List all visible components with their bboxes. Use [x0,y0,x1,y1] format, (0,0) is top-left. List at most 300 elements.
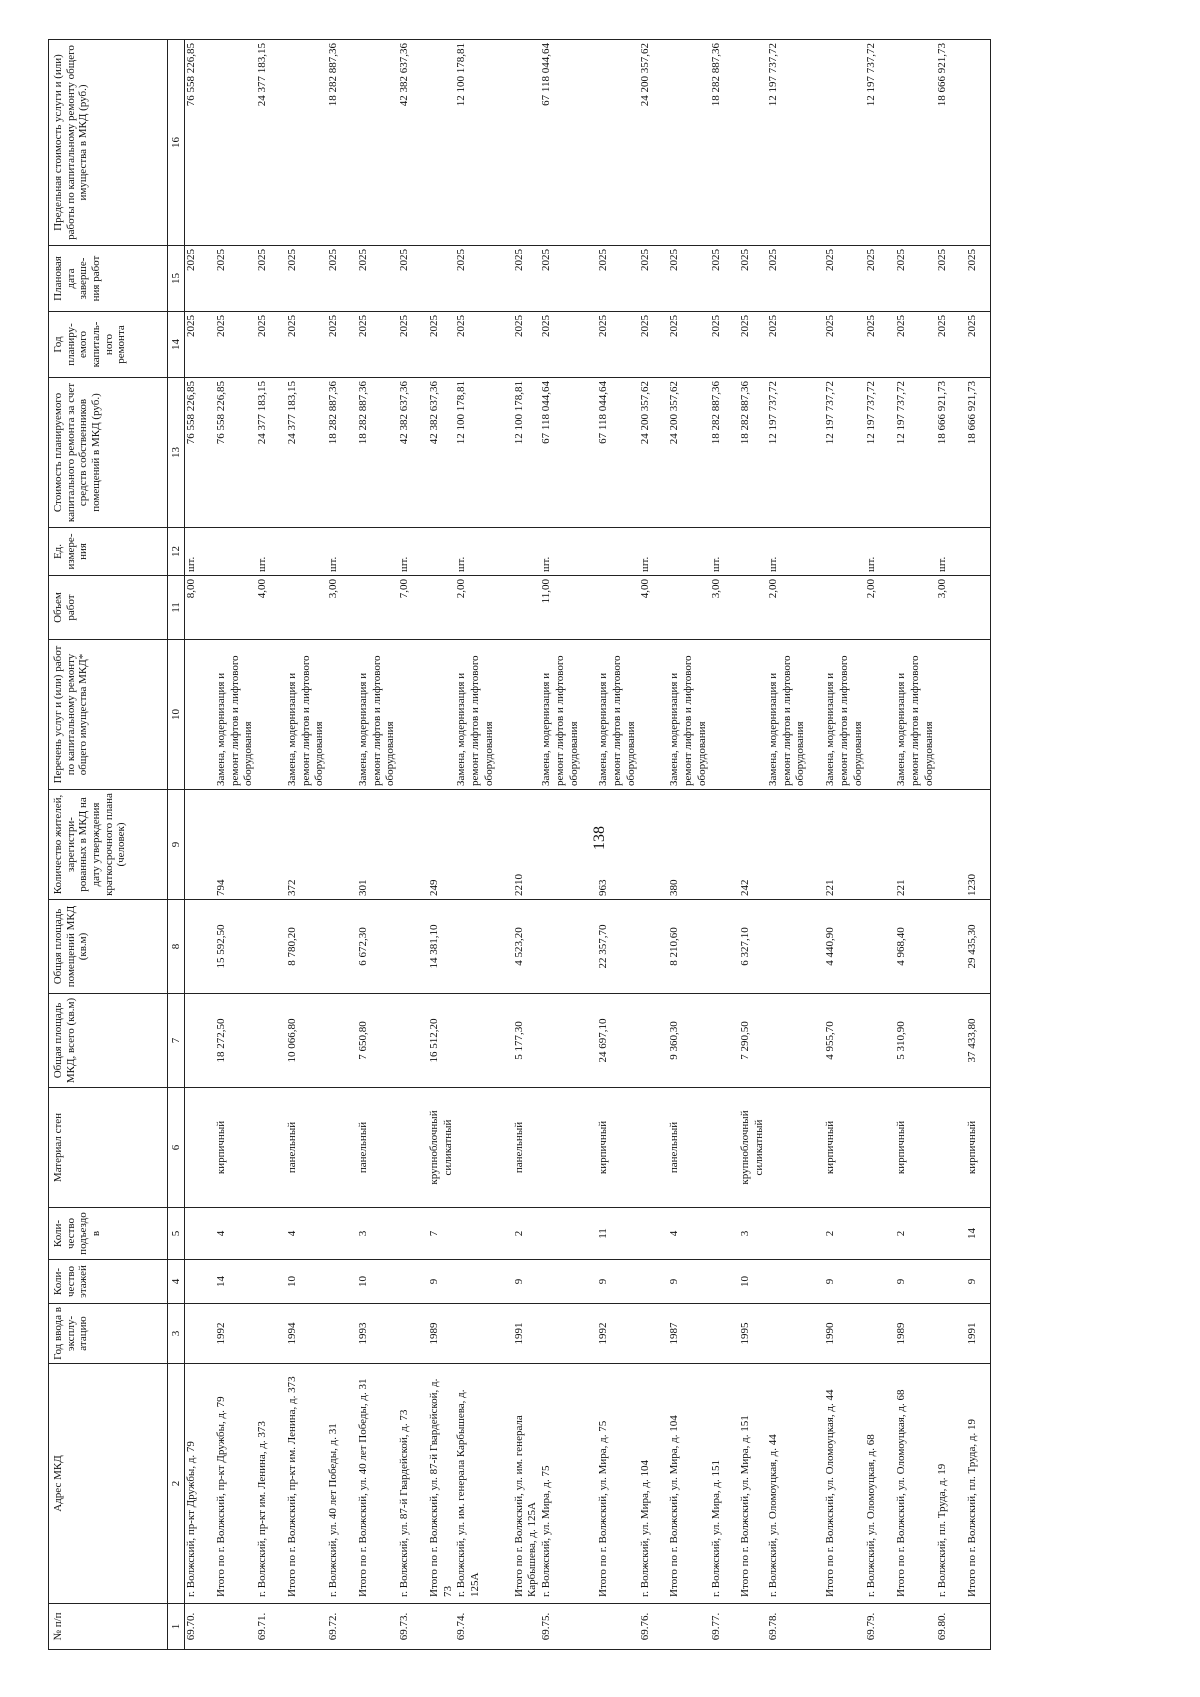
wall-material-cell: панельный [501,1088,541,1208]
year-built-cell: 1995 [727,1304,767,1364]
residents-cell [767,790,812,900]
wall-material-cell: кирпичный [883,1088,936,1208]
planned-year-cell: 2025 [767,312,812,378]
end-date-cell: 2025 [203,246,256,312]
work-list-cell: Замена, модернизация и ремонт лифтов и лифтового оборудования [883,640,936,790]
planned-cost-cell: 67 118 044,64 [585,378,638,528]
header-cell: Год ввода в эксплу- атацию [49,1304,168,1364]
floors-cell [767,1260,812,1304]
end-date-cell: 2025 [585,246,638,312]
unit-cell [585,528,638,576]
residents-cell [185,790,203,900]
row-number-cell: 69.75. [540,1604,585,1650]
entrances-cell: 2 [812,1208,865,1260]
floors-cell: 9 [416,1260,456,1304]
total-area-cell [455,994,500,1088]
rooms-area-cell [327,900,345,994]
residents-cell: 794 [203,790,256,900]
end-date-cell [416,246,456,312]
table-body [185,40,991,1650]
end-date-cell: 2025 [274,246,327,312]
rooms-area-cell [936,900,954,994]
entrances-cell: 14 [954,1208,990,1260]
header-cell: Плановая дата заверше- ния работ [49,246,168,312]
wall-material-cell [865,1088,883,1208]
table-row [398,40,416,1650]
address-cell: г. Волжский, ул. Мира, д. 151 [710,1364,728,1604]
wall-material-cell [455,1088,500,1208]
planned-year-cell: 2025 [185,312,203,378]
end-date-cell: 2025 [185,246,203,312]
planned-cost-cell: 18 666 921,73 [954,378,990,528]
limit-cost-cell [727,40,767,246]
floors-cell [540,1260,585,1304]
unit-cell [203,528,256,576]
planned-year-cell: 2025 [540,312,585,378]
floors-cell: 9 [954,1260,990,1304]
limit-cost-cell [416,40,456,246]
planned-year-cell: 2025 [398,312,416,378]
limit-cost-cell: 18 282 887,36 [327,40,345,246]
end-date-cell: 2025 [883,246,936,312]
table-row [954,40,990,1650]
floors-cell [327,1260,345,1304]
residents-cell: 380 [656,790,709,900]
address-cell: Итого по г. Волжский, ул. Мира, д. 104 [656,1364,709,1604]
total-area-cell: 10 066,80 [274,994,327,1088]
residents-cell [639,790,657,900]
limit-cost-cell: 24 200 357,62 [639,40,657,246]
work-volume-cell: 2,00 [865,576,883,640]
planned-year-cell: 2025 [256,312,274,378]
work-list-cell [327,640,345,790]
unit-cell: шт. [327,528,345,576]
year-built-cell [327,1304,345,1364]
address-cell: г. Волжский, ул. Мира, д. 104 [639,1364,657,1604]
planned-year-cell: 2025 [812,312,865,378]
limit-cost-cell: 12 100 178,81 [455,40,500,246]
entrances-cell: 4 [274,1208,327,1260]
row-number-cell: 69.79. [865,1604,883,1650]
year-built-cell: 1992 [203,1304,256,1364]
work-list-cell [954,640,990,790]
wall-material-cell [710,1088,728,1208]
work-list-cell: Замена, модернизация и ремонт лифтов и лифтового оборудования [656,640,709,790]
year-built-cell [936,1304,954,1364]
planned-year-cell: 2025 [455,312,500,378]
row-number-cell [585,1604,638,1650]
row-number-cell: 69.77. [710,1604,728,1650]
work-volume-cell [727,576,767,640]
residents-cell: 221 [883,790,936,900]
wall-material-cell [398,1088,416,1208]
planned-year-cell: 2025 [416,312,456,378]
floors-cell [455,1260,500,1304]
wall-material-cell: панельный [345,1088,398,1208]
table-row [656,40,709,1650]
column-number: 3 [168,1304,185,1364]
work-volume-cell [345,576,398,640]
entrances-cell [540,1208,585,1260]
end-date-cell: 2025 [345,246,398,312]
end-date-cell: 2025 [767,246,812,312]
wall-material-cell: кирпичный [585,1088,638,1208]
entrances-cell [767,1208,812,1260]
planned-cost-cell: 12 100 178,81 [501,378,541,528]
rooms-area-cell: 8 210,60 [656,900,709,994]
residents-cell: 2210 [501,790,541,900]
year-built-cell [185,1304,203,1364]
rooms-area-cell: 29 435,30 [954,900,990,994]
residents-cell: 242 [727,790,767,900]
row-number-cell [345,1604,398,1650]
address-cell: Итого по г. Волжский, ул. Оломоуцкая, д. 44 [812,1364,865,1604]
address-cell: Итого по г. Волжский, пр-кт Дружбы, д. 79 [203,1364,256,1604]
planned-cost-cell: 18 282 887,36 [327,378,345,528]
table-row [327,40,345,1650]
limit-cost-cell: 12 197 737,72 [865,40,883,246]
residents-cell [936,790,954,900]
end-date-cell: 2025 [398,246,416,312]
residents-cell [327,790,345,900]
planned-cost-cell: 12 197 737,72 [865,378,883,528]
planned-cost-cell: 42 382 637,36 [398,378,416,528]
planned-year-cell: 2025 [501,312,541,378]
floors-cell: 9 [656,1260,709,1304]
year-built-cell: 1989 [416,1304,456,1364]
entrances-cell [865,1208,883,1260]
limit-cost-cell [812,40,865,246]
entrances-cell: 2 [501,1208,541,1260]
work-list-cell [185,640,203,790]
planned-cost-cell: 42 382 637,36 [416,378,456,528]
column-number: 12 [168,528,185,576]
column-number: 1 [168,1604,185,1650]
work-list-cell [416,640,456,790]
residents-cell: 221 [812,790,865,900]
end-date-cell: 2025 [954,246,990,312]
residents-cell [398,790,416,900]
work-list-cell [727,640,767,790]
row-number-cell: 69.72. [327,1604,345,1650]
year-built-cell: 1991 [501,1304,541,1364]
rooms-area-cell [455,900,500,994]
entrances-cell [710,1208,728,1260]
table-row [936,40,954,1650]
table-row [540,40,585,1650]
planned-cost-cell: 18 666 921,73 [936,378,954,528]
unit-cell: шт. [455,528,500,576]
end-date-cell: 2025 [936,246,954,312]
row-number-cell [954,1604,990,1650]
work-volume-cell [501,576,541,640]
wall-material-cell: панельный [656,1088,709,1208]
year-built-cell: 1987 [656,1304,709,1364]
limit-cost-cell: 24 377 183,15 [256,40,274,246]
work-volume-cell [585,576,638,640]
address-cell: г. Волжский, ул. Мира, д. 75 [540,1364,585,1604]
header-cell: Коли- чество этажей [49,1260,168,1304]
table-row [185,40,203,1650]
unit-cell: шт. [185,528,203,576]
column-number: 2 [168,1364,185,1604]
rooms-area-cell: 22 357,70 [585,900,638,994]
column-number: 6 [168,1088,185,1208]
unit-cell [727,528,767,576]
planned-cost-cell: 24 200 357,62 [656,378,709,528]
work-volume-cell [954,576,990,640]
wall-material-cell: крупноблочный силикатный [727,1088,767,1208]
limit-cost-cell: 18 666 921,73 [936,40,954,246]
limit-cost-cell [203,40,256,246]
header-cell: Коли- чество подъездо в [49,1208,168,1260]
table-row [883,40,936,1650]
row-number-cell: 69.76. [639,1604,657,1650]
entrances-cell [455,1208,500,1260]
header-cell: Количество жителей, зарегистри- рованных в МКД на дату утверждения краткосрочного плана (человек) [49,790,168,900]
planned-cost-cell: 24 200 357,62 [639,378,657,528]
planned-cost-cell: 67 118 044,64 [540,378,585,528]
floors-cell [639,1260,657,1304]
planned-year-cell: 2025 [883,312,936,378]
work-list-cell: Замена, модернизация и ремонт лифтов и лифтового оборудования [540,640,585,790]
row-number-cell: 69.73. [398,1604,416,1650]
rooms-area-cell: 8 780,20 [274,900,327,994]
entrances-cell [256,1208,274,1260]
column-number: 8 [168,900,185,994]
row-number-cell [416,1604,456,1650]
unit-cell [416,528,456,576]
entrances-cell: 3 [727,1208,767,1260]
rotated-table-container [48,40,1178,1650]
limit-cost-cell [883,40,936,246]
work-volume-cell [203,576,256,640]
row-number-cell: 69.78. [767,1604,812,1650]
work-list-cell: Замена, модернизация и ремонт лифтов и лифтового оборудования [345,640,398,790]
rooms-area-cell [398,900,416,994]
end-date-cell: 2025 [656,246,709,312]
limit-cost-cell [585,40,638,246]
residents-cell: 249 [416,790,456,900]
rooms-area-cell: 4 440,90 [812,900,865,994]
table-row [639,40,657,1650]
floors-cell: 9 [812,1260,865,1304]
address-cell: г. Волжский, ул. 87-й Гвардейской, д. 73 [398,1364,416,1604]
column-number: 15 [168,246,185,312]
unit-cell: шт. [865,528,883,576]
header-cell: Перечень услуг и (или) работ по капитальному ремонту общего имущества МКД* [49,640,168,790]
header-row [49,40,168,1650]
address-cell: Итого по г. Волжский, ул. Оломоуцкая, д. 68 [883,1364,936,1604]
rooms-area-cell [540,900,585,994]
total-area-cell [639,994,657,1088]
work-list-cell [710,640,728,790]
table-row [710,40,728,1650]
residents-cell: 301 [345,790,398,900]
end-date-cell: 2025 [639,246,657,312]
address-cell: г. Волжский, пл. Труда, д. 19 [936,1364,954,1604]
row-number-cell [727,1604,767,1650]
address-cell: г. Волжский, пр-кт им. Ленина, д. 373 [256,1364,274,1604]
page-number: 138 [591,826,608,850]
wall-material-cell [639,1088,657,1208]
residents-cell [540,790,585,900]
unit-cell [954,528,990,576]
work-volume-cell: 2,00 [455,576,500,640]
address-cell: г. Волжский, пр-кт Дружбы, д. 79 [185,1364,203,1604]
planned-cost-cell: 18 282 887,36 [710,378,728,528]
end-date-cell: 2025 [710,246,728,312]
residents-cell [865,790,883,900]
total-area-cell [327,994,345,1088]
header-cell: Общая площадь помещений МКД (кв.м) [49,900,168,994]
row-number-cell: 69.74. [455,1604,500,1650]
planned-cost-cell: 18 282 887,36 [345,378,398,528]
wall-material-cell: крупноблочный силикатный [416,1088,456,1208]
total-area-cell: 18 272,50 [203,994,256,1088]
end-date-cell: 2025 [256,246,274,312]
floors-cell [865,1260,883,1304]
end-date-cell: 2025 [727,246,767,312]
rooms-area-cell [639,900,657,994]
total-area-cell: 9 360,30 [656,994,709,1088]
wall-material-cell: панельный [274,1088,327,1208]
unit-cell [345,528,398,576]
entrances-cell: 11 [585,1208,638,1260]
floors-cell: 9 [883,1260,936,1304]
table-row [767,40,812,1650]
residents-cell [455,790,500,900]
header-cell: Ед. измере- ния [49,528,168,576]
planned-cost-cell: 12 197 737,72 [883,378,936,528]
limit-cost-cell [656,40,709,246]
floors-cell [256,1260,274,1304]
year-built-cell [710,1304,728,1364]
wall-material-cell [936,1088,954,1208]
table-row [256,40,274,1650]
work-volume-cell [656,576,709,640]
column-number: 10 [168,640,185,790]
year-built-cell [639,1304,657,1364]
total-area-cell [256,994,274,1088]
planned-year-cell: 2025 [954,312,990,378]
work-volume-cell: 3,00 [936,576,954,640]
work-list-cell: Замена, модернизация и ремонт лифтов и лифтового оборудования [455,640,500,790]
rooms-area-cell [256,900,274,994]
planned-year-cell: 2025 [639,312,657,378]
wall-material-cell [185,1088,203,1208]
rooms-area-cell [710,900,728,994]
header-cell: Общая площадь МКД, всего (кв.м) [49,994,168,1088]
entrances-cell [185,1208,203,1260]
wall-material-cell [767,1088,812,1208]
planned-year-cell: 2025 [203,312,256,378]
column-number: 14 [168,312,185,378]
rooms-area-cell: 15 592,50 [203,900,256,994]
column-number: 13 [168,378,185,528]
end-date-cell: 2025 [812,246,865,312]
total-area-cell: 37 433,80 [954,994,990,1088]
work-list-cell [639,640,657,790]
limit-cost-cell: 42 382 637,36 [398,40,416,246]
planned-year-cell: 2025 [585,312,638,378]
column-number: 7 [168,994,185,1088]
planned-cost-cell: 12 100 178,81 [455,378,500,528]
table-row [865,40,883,1650]
unit-cell: шт. [398,528,416,576]
total-area-cell: 5 177,30 [501,994,541,1088]
header-cell: № п/п [49,1604,168,1650]
row-number-cell [501,1604,541,1650]
work-volume-cell: 7,00 [398,576,416,640]
address-cell: г. Волжский, ул. Оломоуцкая, д. 68 [865,1364,883,1604]
residents-cell: 963 [585,790,638,900]
work-list-cell [256,640,274,790]
planned-cost-cell: 24 377 183,15 [256,378,274,528]
work-volume-cell: 8,00 [185,576,203,640]
column-number: 16 [168,40,185,246]
floors-cell: 14 [203,1260,256,1304]
floors-cell: 9 [585,1260,638,1304]
total-area-cell: 7 290,50 [727,994,767,1088]
column-number: 9 [168,790,185,900]
planned-cost-cell: 76 558 226,85 [203,378,256,528]
work-list-cell: Замена, модернизация и ремонт лифтов и лифтового оборудования [585,640,638,790]
total-area-cell: 7 650,80 [345,994,398,1088]
total-area-cell: 16 512,20 [416,994,456,1088]
year-built-cell: 1993 [345,1304,398,1364]
year-built-cell: 1990 [812,1304,865,1364]
capital-repair-table [48,39,991,1650]
work-list-cell [398,640,416,790]
unit-cell: шт. [540,528,585,576]
rooms-area-cell [767,900,812,994]
row-number-cell [203,1604,256,1650]
entrances-cell [327,1208,345,1260]
planned-year-cell: 2025 [327,312,345,378]
end-date-cell: 2025 [501,246,541,312]
row-number-cell [812,1604,865,1650]
limit-cost-cell: 76 558 226,85 [185,40,203,246]
rooms-area-cell: 4 968,40 [883,900,936,994]
wall-material-cell: кирпичный [954,1088,990,1208]
year-built-cell: 1992 [585,1304,638,1364]
address-cell: г. Волжский, ул. 40 лет Победы, д. 31 [327,1364,345,1604]
limit-cost-cell [954,40,990,246]
floors-cell: 10 [274,1260,327,1304]
unit-cell: шт. [256,528,274,576]
limit-cost-cell [345,40,398,246]
year-built-cell [540,1304,585,1364]
entrances-cell [398,1208,416,1260]
residents-cell: 372 [274,790,327,900]
unit-cell: шт. [710,528,728,576]
unit-cell [656,528,709,576]
floors-cell: 10 [727,1260,767,1304]
planned-cost-cell: 24 377 183,15 [274,378,327,528]
work-volume-cell: 3,00 [327,576,345,640]
header-cell: Год планиру- емого капиталь- ного ремонта [49,312,168,378]
year-built-cell [455,1304,500,1364]
row-number-cell: 69.80. [936,1604,954,1650]
year-built-cell: 1991 [954,1304,990,1364]
limit-cost-cell: 18 282 887,36 [710,40,728,246]
unit-cell [501,528,541,576]
rooms-area-cell: 6 672,30 [345,900,398,994]
wall-material-cell: кирпичный [812,1088,865,1208]
address-cell: г. Волжский, ул. Оломоуцкая, д. 44 [767,1364,812,1604]
column-number-row [168,40,185,1650]
